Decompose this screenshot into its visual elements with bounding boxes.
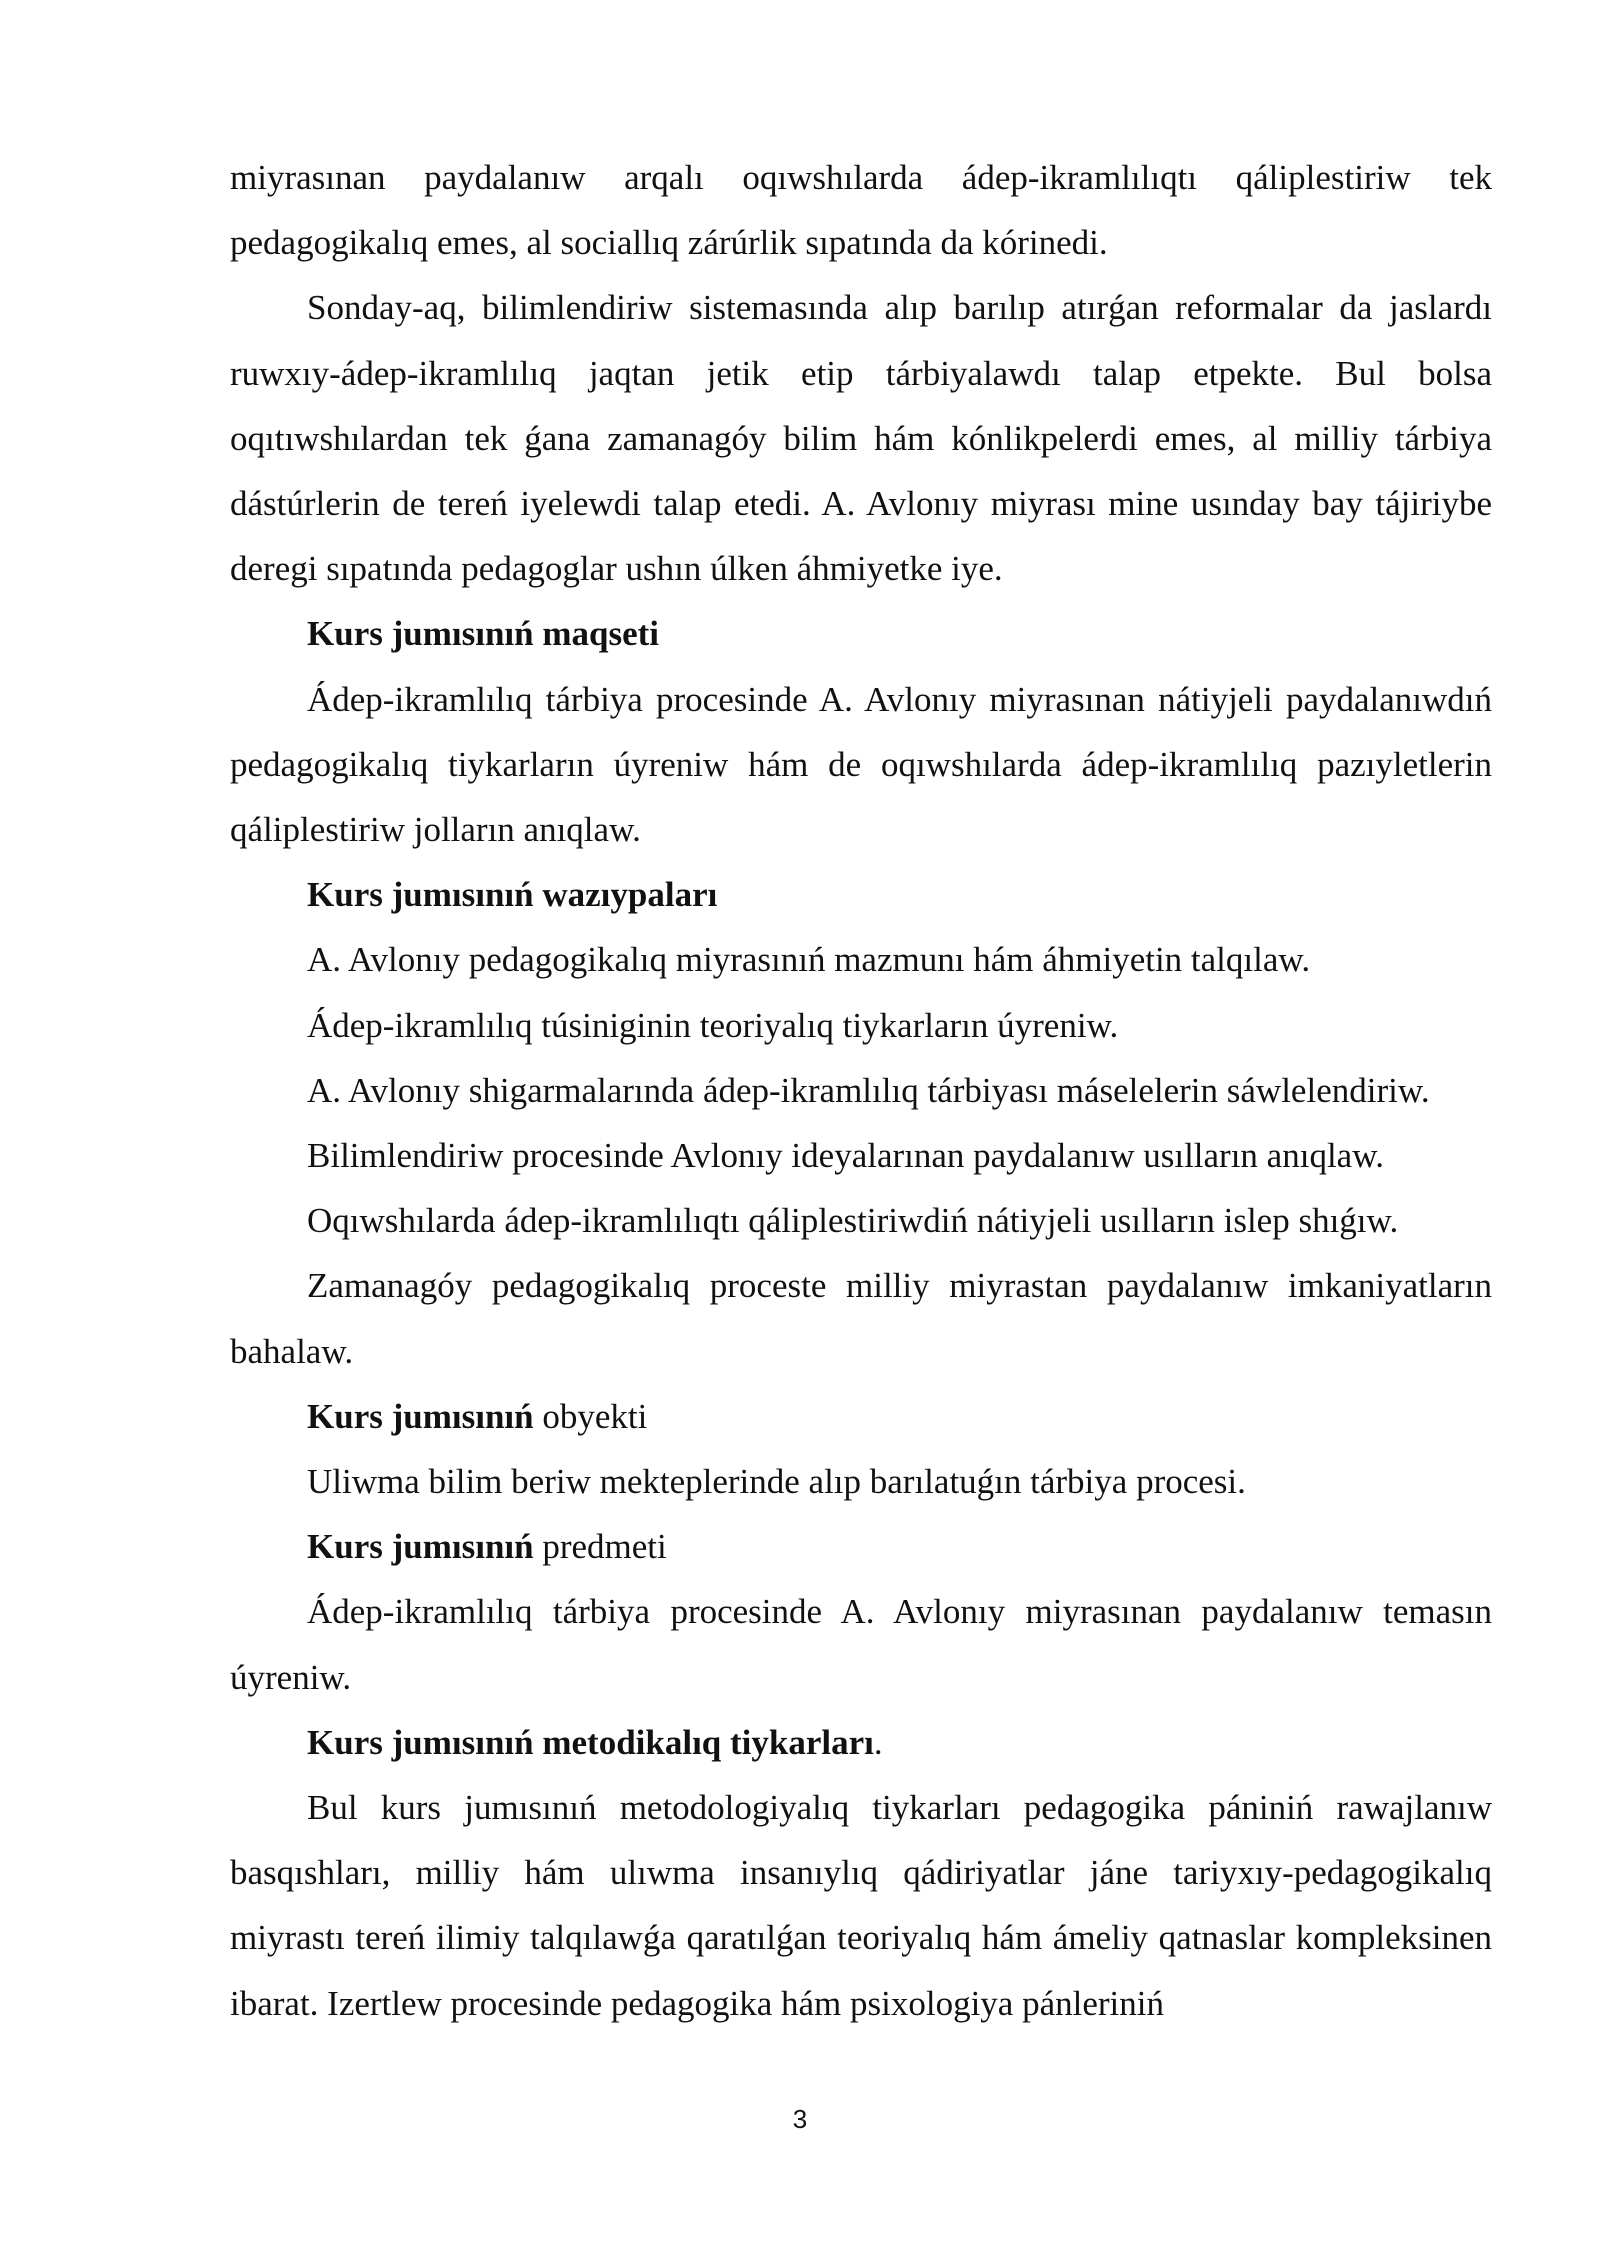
task-item: A. Avlonıy shigarmalarında ádep-ikramlılıq tárbiyası máselelerin sáwlelendiriw. (307, 1070, 1430, 1110)
task-item: Bilimlendiriw procesinde Avlonıy ideyalarınan paydalanıw usılların anıqlaw. (307, 1136, 1384, 1176)
page-body (230, 145, 1492, 2036)
task-item: A. Avlonıy pedagogikalıq miyrasınıń mazmunı hám áhmiyetin talqılaw. (307, 940, 1311, 980)
heading-bold-part: Kurs jumısınıń (307, 1396, 534, 1436)
heading-bold-part: Kurs jumısınıń metodikalıq tiykarları (307, 1722, 874, 1762)
task-item: Ádep-ikramlılıq túsiniginin teoriyalıq tiykarların úyreniw. (307, 1005, 1119, 1045)
section-heading-tasks: Kurs jumısınıń wazıypaları (307, 875, 718, 915)
page-number: 3 (792, 2104, 808, 2134)
heading-regular-part: . (873, 1722, 883, 1762)
heading-regular-part: obyekti (533, 1396, 648, 1436)
section-heading-subject (230, 1514, 1492, 1579)
paragraph: Ádep-ikramlılıq tárbiya procesinde A. Avlonıy miyrasınan paydalanıw temasın úyreniw. (230, 1592, 1492, 1697)
paragraph: Sonday-aq, bilimlendiriw sistemasında alıp barılıp atırǵan reformalar da jaslardı ruwxıy-ádep-ikramlılıq jaqtan jetik etip tárbiyalawdı talap etpekte. Bul bolsa oqıtıwshılardan tek ǵana zamanagóy bilim hám kónlikpelerdi emes, al milliy tárbiya dástúrlerin de tereń iyelewdi talap etedi. A. Avlonıy miyrası mine usınday bay tájiriybe deregi sıpatında pedagoglar ushın úlken áhmiyetke iye. (230, 288, 1492, 589)
paragraph: miyrasınan paydalanıw arqalı oqıwshılarda ádep-ikramlılıqtı qáliplestiriw tek pedagogikalıq emes, al sociallıq zárúrlik sıpatında da kórinedi. (230, 158, 1492, 263)
section-heading-methodology (230, 1710, 1492, 1775)
section-heading-object (230, 1384, 1492, 1449)
paragraph: Ádep-ikramlılıq tárbiya procesinde A. Avlonıy miyrasınan nátiyjeli paydalanıwdıń pedagogikalıq tiykarların úyreniw hám de oqıwshılarda ádep-ikramlılıq pazıyletlerin qáliplestiriw jolların anıqlaw. (230, 679, 1492, 850)
section-heading-goal: Kurs jumısınıń maqseti (307, 614, 659, 654)
paragraph: Bul kurs jumısınıń metodologiyalıq tiykarları pedagogika pániniń rawajlanıw basqıshları, milliy hám ulıwma insanıylıq qádiriyatlar jáne tariyxıy-pedagogikalıq miyrastı tereń ilimiy talqılawǵa qaratılǵan teoriyalıq hám ámeliy qatnaslar kompleksinen ibarat. Izertlew procesinde pedagogika hám psixologiya pánleriniń (230, 1788, 1492, 2023)
heading-regular-part: predmeti (533, 1527, 667, 1567)
task-item: Oqıwshılarda ádep-ikramlılıqtı qáliplestiriwdiń nátiyjeli usılların islep shıǵıw. (307, 1201, 1399, 1241)
heading-bold-part: Kurs jumısınıń (307, 1527, 534, 1567)
paragraph: Uliwma bilim beriw mekteplerinde alıp barılatuǵın tárbiya procesi. (307, 1462, 1246, 1502)
task-item: Zamanagóy pedagogikalıq proceste milliy miyrastan paydalanıw imkaniyatların bahalaw. (230, 1266, 1492, 1371)
